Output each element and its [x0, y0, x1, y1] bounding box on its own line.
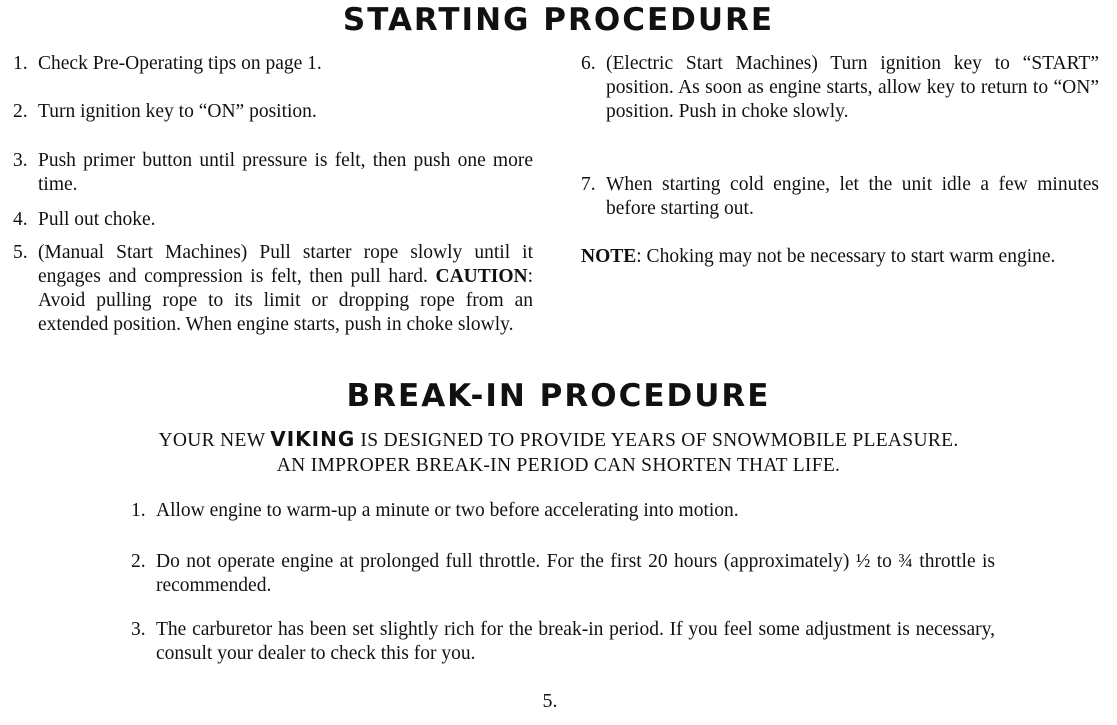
step-number: 2.: [131, 551, 146, 572]
step-text: Allow engine to warm-up a minute or two before accelerating into motion.: [156, 500, 739, 521]
step-text: The carburetor has been set slightly rich for the break-in period. If you feel some adjustment is necessary, consult your dealer to check this for you.: [156, 619, 995, 664]
list-item: [581, 52, 1099, 124]
step-number: 2.: [13, 101, 28, 122]
note-text: : Choking may not be necessary to start warm engine.: [636, 246, 1056, 267]
step-text: Push primer button until pressure is felt, then push one more time.: [38, 150, 533, 195]
step-number: 6.: [581, 53, 596, 74]
step-number: 5.: [13, 242, 28, 263]
step-text: Pull out choke.: [38, 209, 156, 230]
step-number: 1.: [131, 500, 146, 521]
note: [581, 245, 1099, 269]
step-number: 1.: [13, 53, 28, 74]
step-text: Do not operate engine at prolonged full throttle. For the first 20 hours (approximately) ½ to ¾ throttle is recommended.: [156, 551, 995, 596]
step-text: (Electric Start Machines) Turn ignition key to “START” position. As soon as engine starts, allow key to return to “ON” position. Push in choke slowly.: [606, 53, 1099, 122]
caution-label: CAUTION: [435, 266, 528, 287]
list-item: [13, 149, 533, 197]
step-text: Check Pre-Operating tips on page 1.: [38, 53, 322, 74]
note-label: NOTE: [581, 246, 637, 267]
step-text: [13, 241, 533, 337]
break-in-procedure-title: BREAK-IN PROCEDURE: [346, 378, 771, 414]
list-item: [13, 208, 533, 232]
list-item: [581, 173, 1099, 221]
list-item: [13, 241, 533, 337]
step-text-part: (Manual Start Machines) Pull starter rope slowly until it engages and compression is felt, then pull hard.: [38, 242, 533, 287]
step-number: 7.: [581, 174, 596, 195]
list-item: [131, 618, 995, 666]
list-item: [13, 52, 533, 76]
starting-procedure-title: STARTING PROCEDURE: [342, 2, 775, 38]
step-number: 3.: [131, 619, 146, 640]
step-text: Turn ignition key to “ON” position.: [38, 101, 317, 122]
brand-name: VIKING: [270, 427, 356, 451]
list-item: [131, 550, 995, 598]
step-text: When starting cold engine, let the unit idle a few minutes before starting out.: [606, 174, 1099, 219]
intro-text: YOUR NEW: [158, 430, 271, 451]
break-in-intro-line-2: AN IMPROPER BREAK-IN PERIOD CAN SHORTEN THAT LIFE.: [276, 455, 841, 476]
list-item: [13, 100, 533, 124]
step-number: 4.: [13, 209, 28, 230]
page-number: 5.: [542, 690, 558, 712]
step-number: 3.: [13, 150, 28, 171]
list-item: [131, 499, 995, 523]
break-in-intro-line-1: [0, 426, 1117, 454]
intro-text: IS DESIGNED TO PROVIDE YEARS OF SNOWMOBILE PLEASURE.: [355, 430, 959, 451]
step-text-part: : Avoid pulling rope to its limit or dropping rope from an extended position. When engine starts, push in choke slowly.: [38, 266, 534, 335]
